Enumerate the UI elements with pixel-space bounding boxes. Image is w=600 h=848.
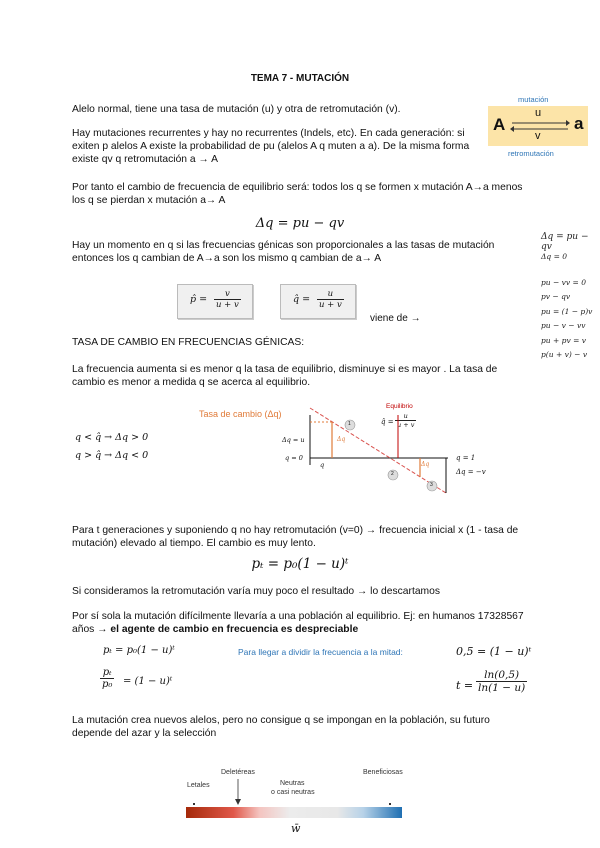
right-bottom-label: Δq = −v xyxy=(456,468,486,476)
closing-paragraph: La mutación crea nuevos alelos, pero no consigue q se impongan en la población, su futuro depende del azar y la selección xyxy=(72,715,490,739)
q-hat-den: u + v xyxy=(319,300,342,310)
side-derivation-8: p(u + v) − v xyxy=(541,350,588,359)
t-num: ln(0,5) xyxy=(476,669,527,682)
rate-paragraph: La frecuencia aumenta si es menor q la tasa de equilibrio, disminuye si es mayor . La tasa de cambio es menor a medida q se acerca al equilibrio. xyxy=(72,364,498,388)
side-derivation-5: pu = (1 − p)v xyxy=(541,307,593,316)
p-hat-box xyxy=(177,284,253,319)
equilibrium-time-paragraph xyxy=(72,610,532,636)
q-label: q xyxy=(320,461,325,469)
spectrum-dot-right xyxy=(389,803,391,805)
q-hat-lhs: q̂ = xyxy=(293,294,311,305)
equilibrium-num: u xyxy=(395,412,416,421)
intro-paragraph-1: Alelo normal, tiene una tasa de mutación (u) y otra de retromutación (v). xyxy=(72,104,401,115)
equilibrium-den: u + v xyxy=(397,421,415,429)
p-hat-num: v xyxy=(214,289,241,300)
y-top-label: Δq = u xyxy=(282,436,305,444)
spectrum-dot-left xyxy=(193,803,195,805)
t-lhs: t = xyxy=(456,679,474,692)
t-den: ln(1 − u) xyxy=(478,682,526,694)
retromutation-label: retromutación xyxy=(508,149,554,158)
right-top-label: q = 1 xyxy=(456,454,476,462)
pt-ratio-den: p₀ xyxy=(102,679,113,690)
rate-graph-decline-line xyxy=(310,408,446,493)
badge-1: 1 xyxy=(348,421,351,427)
side-derivation-2: Δq = 0 xyxy=(541,252,568,261)
spectrum-neutras-label: Neutras xyxy=(280,780,305,787)
spectrum-casi-neutras-label: o casi neutras xyxy=(271,789,315,796)
side-derivation-4: pv − qv xyxy=(541,292,571,301)
deletereas-arrow xyxy=(234,779,242,805)
p-hat-fraction xyxy=(214,289,241,310)
pt-ratio-fraction xyxy=(100,667,114,690)
side-derivation-7: pu + pv = v xyxy=(541,336,587,345)
negligible-agent-text: el agente de cambio en frecuencia es despreciable xyxy=(110,624,359,635)
mean-fitness-label: w̄ xyxy=(291,822,301,835)
equilibrium-paragraph-2: Hay un momento en q si las frecuencias génicas son proporcionales a las tasas de mutación entonces los q cambian de A→a son los mismo q cambian de a→ A xyxy=(72,240,495,264)
allele-a: a xyxy=(574,114,584,133)
v-label: v xyxy=(535,130,541,142)
y-zero-label: q = 0 xyxy=(285,454,303,462)
dq-label-1: Δq xyxy=(337,436,346,443)
q-hat-box xyxy=(280,284,356,319)
pt-ratio-rhs: = (1 − u)ᵗ xyxy=(123,676,173,687)
page-title: TEMA 7 - MUTACIÓN xyxy=(250,73,350,84)
generations-paragraph: Para t generaciones y suponiendo q no hay retromutación (v=0) → frecuencia inicial x (1 - tasa de mutación) elevado al tiempo. El cambio es muy lento. xyxy=(72,525,519,549)
q-hat-fraction xyxy=(317,289,344,310)
side-derivation-1: Δq = pu − qv xyxy=(541,232,589,252)
mutation-label: mutación xyxy=(518,95,549,104)
q-hat-num: u xyxy=(317,289,344,300)
delta-q-equation: Δq = pu − qv xyxy=(255,216,345,231)
mutation-arrows xyxy=(510,120,570,132)
equilibrium-label: Equilibrio xyxy=(386,403,413,410)
badge-3: 3 xyxy=(430,482,433,488)
spectrum-deletereas-label: Deletéreas xyxy=(221,769,255,776)
p-hat-den: u + v xyxy=(216,300,239,310)
allele-A: A xyxy=(493,115,506,134)
half-frequency-label: Para llegar a dividir la frecuencia a la mitad: xyxy=(238,647,403,657)
viene-de-label: viene de → xyxy=(370,313,421,324)
equilibrium-formula-lhs: q̂ = xyxy=(381,418,394,426)
p-hat-lhs: p̂ = xyxy=(190,294,208,305)
side-derivation-3: pu − vv = 0 xyxy=(541,278,586,287)
u-label: u xyxy=(535,107,542,119)
condition-less: q < q̂ → Δq > 0 xyxy=(75,432,149,443)
badge-2: 2 xyxy=(391,471,394,477)
side-derivation-6: pu − v − vv xyxy=(541,321,586,330)
equilibrium-paragraph: Por tanto el cambio de frecuencia de equilibrio será: todos los q se formen x mutación A→a menos los q se pierdan x mutación a→ A xyxy=(72,182,523,206)
retromutation-paragraph: Si consideramos la retromutación varía muy poco el resultado → lo descartamos xyxy=(72,586,440,597)
pt-equation: pₜ = p₀(1 − u)ᵗ xyxy=(251,556,349,572)
rate-graph-title: Tasa de cambio (Δq) xyxy=(199,409,282,419)
equilibrium-time-text: Por sí sola la mutación difícilmente llevaría a una población al equilibrio. Ej: en humanos 17328567 años → xyxy=(72,611,524,635)
pt-equation-2: pₜ = p₀(1 − u)ᵗ xyxy=(103,645,175,656)
rate-heading: TASA DE CAMBIO EN FRECUENCIAS GÉNICAS: xyxy=(72,337,305,348)
intro-paragraph-2: Hay mutaciones recurrentes y hay no recurrentes (Indels, etc). En cada generación: si exiten p alelos A existe la probabilidad de pu (alelos A q muten a a). De la misma forma existe qv q retromutación a → A xyxy=(72,128,470,165)
pt-ratio-num: pₜ xyxy=(100,667,114,679)
half-frequency-equation: 0,5 = (1 − u)ᵗ xyxy=(456,645,532,658)
spectrum-letales-label: Letales xyxy=(187,782,210,789)
fitness-spectrum-bar xyxy=(186,807,402,818)
dq-label-2: Δq xyxy=(421,461,430,468)
t-fraction xyxy=(476,669,527,694)
condition-greater: q > q̂ → Δq < 0 xyxy=(75,450,149,461)
spectrum-beneficiosas-label: Beneficiosas xyxy=(363,769,403,776)
mutation-diagram xyxy=(488,95,588,159)
